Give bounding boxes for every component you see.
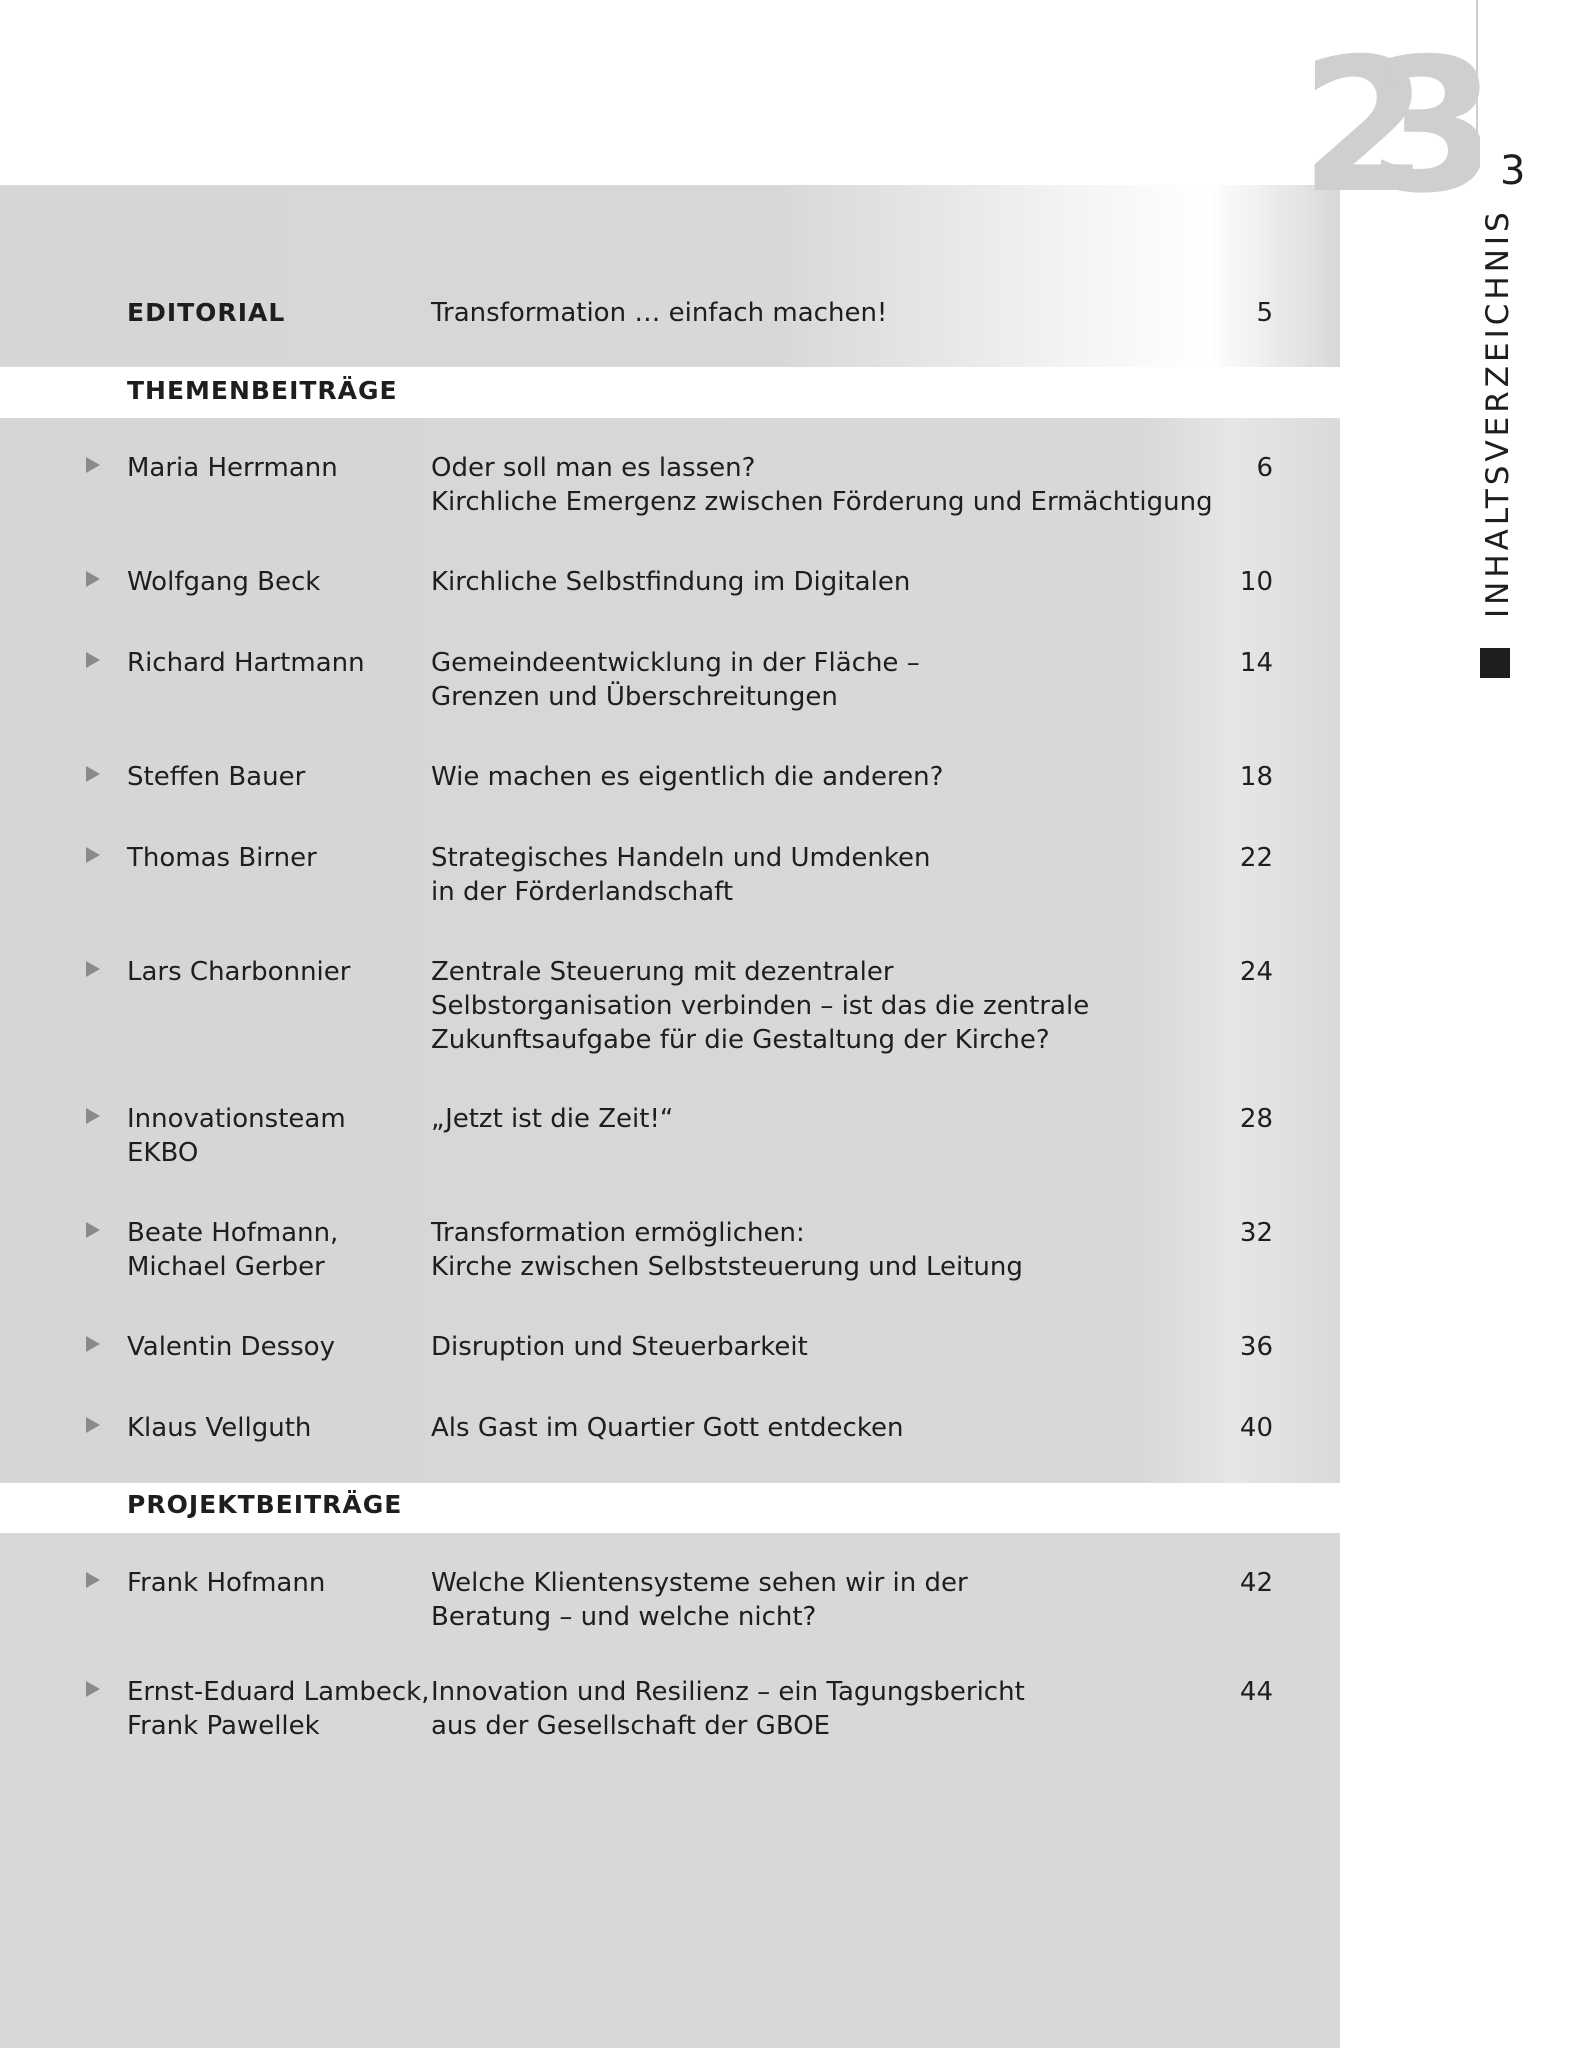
entry-author [127, 955, 417, 989]
entry-page: 42 [1239, 1568, 1273, 1598]
entry-title-line: Wie machen es eigentlich die anderen? [431, 762, 944, 792]
entry-page: 40 [1239, 1413, 1273, 1443]
entry-title [431, 451, 1231, 519]
entry-title [431, 1330, 1231, 1364]
entry-page: 24 [1239, 957, 1273, 987]
entry-author-line: Valentin Dessoy [127, 1332, 335, 1362]
entry-author-line: Beate Hofmann, [127, 1218, 339, 1248]
entry-title [431, 955, 1231, 1057]
triangle-bullet-icon [86, 1336, 100, 1352]
entry-title [431, 565, 1231, 599]
entry-author [127, 646, 417, 680]
entry-title-line: Kirchliche Emergenz zwischen Förderung und Ermächtigung [431, 487, 1213, 517]
entry-page: 44 [1239, 1677, 1273, 1707]
side-title: INHALTSVERZEICHNIS [1480, 208, 1516, 618]
entry-author [127, 1216, 417, 1284]
entry-author [127, 1102, 417, 1170]
entry-title-line: Kirche zwischen Selbststeuerung und Leitung [431, 1252, 1023, 1282]
entry-author-line: Frank Hofmann [127, 1568, 326, 1598]
side-square-marker [1480, 648, 1510, 678]
triangle-bullet-icon [86, 652, 100, 668]
entry-author-line: Frank Pawellek [127, 1711, 320, 1741]
entry-author [127, 1411, 417, 1445]
entry-page: 36 [1239, 1332, 1273, 1362]
editorial-title: Transformation … einfach machen! [431, 298, 888, 328]
entry-author-line: Innovationsteam [127, 1104, 346, 1134]
entry-title-line: „Jetzt ist die Zeit!“ [431, 1104, 674, 1134]
editorial-page: 5 [1256, 298, 1273, 328]
entry-title [431, 1411, 1231, 1445]
entry-title [431, 1566, 1231, 1634]
entry-author-line: EKBO [127, 1138, 199, 1168]
entry-author-line: Richard Hartmann [127, 648, 365, 678]
entry-title-line: Zentrale Steuerung mit dezentraler [431, 957, 894, 987]
entry-author [127, 451, 417, 485]
entry-author-line: Klaus Vellguth [127, 1413, 312, 1443]
triangle-bullet-icon [86, 961, 100, 977]
entry-author-line: Lars Charbonnier [127, 957, 351, 987]
triangle-bullet-icon [86, 1572, 100, 1588]
triangle-bullet-icon [86, 1681, 100, 1697]
section-heading-themen: THEMENBEITRÄGE [127, 376, 398, 405]
entry-page: 6 [1256, 453, 1273, 483]
entry-title [431, 841, 1231, 909]
header-rule [1476, 0, 1478, 160]
entry-page: 22 [1239, 843, 1273, 873]
entry-title-line: Selbstorganisation verbinden – ist das die zentrale [431, 991, 1090, 1021]
entry-author-line: Ernst-Eduard Lambeck, [127, 1677, 430, 1707]
entry-author [127, 1675, 430, 1743]
page-number: 3 [1500, 148, 1526, 194]
entry-author [127, 565, 417, 599]
entry-author-line: Michael Gerber [127, 1252, 325, 1282]
triangle-bullet-icon [86, 847, 100, 863]
entry-title-line: Transformation ermöglichen: [431, 1218, 805, 1248]
triangle-bullet-icon [86, 766, 100, 782]
triangle-bullet-icon [86, 1108, 100, 1124]
entry-title [431, 760, 1231, 794]
triangle-bullet-icon [86, 571, 100, 587]
entry-author-line: Wolfgang Beck [127, 567, 321, 597]
entry-author-line: Maria Herrmann [127, 453, 338, 483]
entry-title [431, 1675, 1231, 1743]
entry-author-line: Thomas Birner [127, 843, 317, 873]
entry-title-line: Innovation und Resilienz – ein Tagungsbericht [431, 1677, 1025, 1707]
section-heading-projekt: PROJEKTBEITRÄGE [127, 1490, 403, 1519]
entry-page: 28 [1239, 1104, 1273, 1134]
entry-page: 32 [1239, 1218, 1273, 1248]
entry-title-line: Gemeindeentwicklung in der Fläche – [431, 648, 920, 678]
entry-author [127, 841, 417, 875]
entry-title-line: Zukunftsaufgabe für die Gestaltung der Kirche? [431, 1025, 1050, 1055]
entry-title-line: Welche Klientensysteme sehen wir in der [431, 1568, 968, 1598]
entry-title-line: Strategisches Handeln und Umdenken [431, 843, 931, 873]
entry-title-line: Disruption und Steuerbarkeit [431, 1332, 808, 1362]
entry-title-line: in der Förderlandschaft [431, 877, 734, 907]
entry-title-line: aus der Gesellschaft der GBOE [431, 1711, 831, 1741]
entry-author [127, 760, 417, 794]
entry-page: 10 [1239, 567, 1273, 597]
entry-author [127, 1330, 417, 1364]
entry-title-line: Oder soll man es lassen? [431, 453, 756, 483]
issue-number-graphic [1300, 30, 1480, 210]
entry-title [431, 1216, 1231, 1284]
entry-title-line: Grenzen und Überschreitungen [431, 682, 838, 712]
entry-author [127, 1566, 417, 1600]
editorial-band [0, 185, 1340, 367]
triangle-bullet-icon [86, 457, 100, 473]
entry-title-line: Als Gast im Quartier Gott entdecken [431, 1413, 904, 1443]
entry-page: 18 [1239, 762, 1273, 792]
entry-page: 14 [1239, 648, 1273, 678]
triangle-bullet-icon [86, 1222, 100, 1238]
entry-author-line: Steffen Bauer [127, 762, 306, 792]
entry-title [431, 646, 1231, 714]
editorial-heading: EDITORIAL [127, 298, 286, 327]
entry-title-line: Kirchliche Selbstfindung im Digitalen [431, 567, 911, 597]
triangle-bullet-icon [86, 1417, 100, 1433]
svg-text:23: 23 [1300, 30, 1438, 210]
entry-title-line: Beratung – und welche nicht? [431, 1602, 817, 1632]
entry-title [431, 1102, 1231, 1136]
